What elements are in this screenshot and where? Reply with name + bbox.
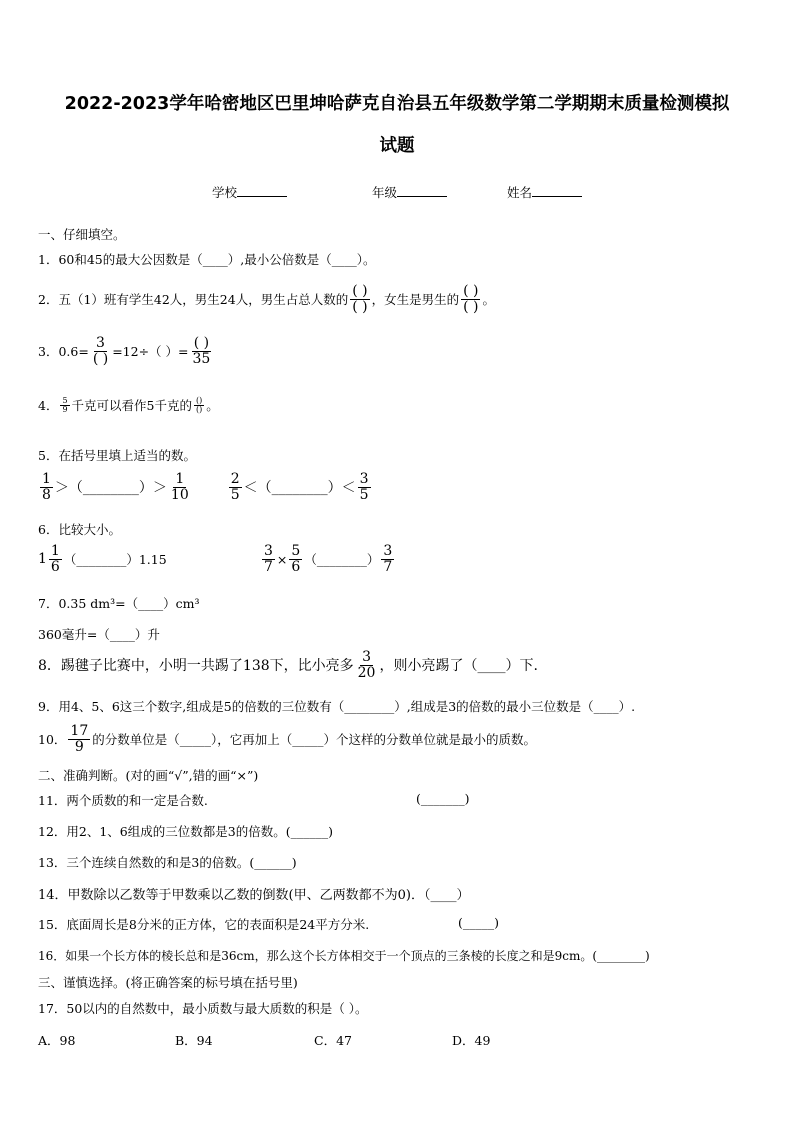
school-label: 学校 bbox=[212, 185, 238, 200]
fraction-denominator: 9 bbox=[62, 404, 68, 414]
question-1: 1．60和45的最大公因数是（____）,最小公倍数是（____）。 bbox=[38, 252, 376, 267]
fraction-denominator: 10 bbox=[170, 486, 189, 503]
question-2-fraction-2 bbox=[461, 284, 480, 314]
school-field[interactable] bbox=[212, 183, 287, 201]
name-label: 姓名 bbox=[507, 185, 533, 200]
name-blank[interactable] bbox=[532, 196, 582, 197]
question-5-fraction-b bbox=[169, 472, 191, 502]
question-17: 17．50以内的自然数中，最小质数与最大质数的积是（ ）。 bbox=[38, 1001, 368, 1016]
page-title-line-2: 试题 bbox=[379, 136, 415, 156]
fraction-denominator: 5 bbox=[230, 486, 240, 503]
question-7b: 360毫升=（____）升 bbox=[38, 627, 160, 642]
fraction-denominator: () bbox=[196, 404, 203, 414]
fraction-denominator: 7 bbox=[264, 558, 273, 575]
question-3-text-b: =12÷（ ）= bbox=[112, 344, 189, 360]
question-3 bbox=[38, 336, 214, 366]
question-5-compare-2: ＜（________）＜ bbox=[243, 480, 356, 497]
fraction-numerator: 3 bbox=[362, 649, 372, 665]
question-10 bbox=[38, 724, 536, 754]
fraction-denominator: ( ) bbox=[352, 298, 368, 315]
question-4 bbox=[38, 396, 219, 414]
fraction-numerator: ( ) bbox=[463, 283, 479, 299]
question-11-blank[interactable]: (_______) bbox=[416, 791, 470, 806]
question-6-fraction-b1 bbox=[262, 544, 275, 574]
question-6-fraction-b3 bbox=[381, 544, 394, 574]
mixed-number-whole: 1 bbox=[38, 551, 47, 568]
fraction-numerator: 3 bbox=[359, 471, 369, 487]
question-4-fraction-2 bbox=[194, 397, 204, 414]
grade-blank[interactable] bbox=[397, 196, 447, 197]
fraction-numerator: 3 bbox=[383, 543, 393, 559]
option-c[interactable]: C．47 bbox=[314, 1033, 352, 1048]
question-4-number: 4． bbox=[38, 398, 59, 413]
question-6-fraction-a bbox=[49, 544, 62, 574]
question-6-b-blank: （________） bbox=[304, 552, 380, 568]
fraction-numerator: 1 bbox=[50, 543, 60, 559]
fraction-denominator: 20 bbox=[357, 664, 376, 681]
option-d[interactable]: D．49 bbox=[452, 1033, 491, 1048]
fraction-numerator: 1 bbox=[42, 471, 51, 487]
fraction-numerator: 1 bbox=[175, 471, 185, 487]
question-2-text-a: 2．五（1）班有学生42人，男生24人，男生占总人数的 bbox=[38, 292, 349, 308]
question-9: 9．用4、5、6这三个数字,组成是5的倍数的三位数有（________）,组成是3的倍数的最小三位数是（____）. bbox=[38, 699, 636, 714]
question-5-compare-1: ＞（________）＞ bbox=[54, 480, 167, 497]
school-blank[interactable] bbox=[237, 196, 287, 197]
page-title-line-1: 2022-2023学年哈密地区巴里坤哈萨克自治县五年级数学第二学期期末质量检测模拟 bbox=[64, 94, 730, 114]
option-a[interactable]: A．98 bbox=[38, 1033, 76, 1048]
question-5: 5．在括号里填上适当的数。 bbox=[38, 448, 196, 463]
question-8-text-b: ，则小亮踢了（____）下. bbox=[379, 658, 538, 675]
fraction-denominator: 9 bbox=[74, 738, 84, 755]
question-7a: 7．0.35 dm³=（____）cm³ bbox=[38, 596, 200, 611]
question-6-a-rest: （________）1.15 bbox=[63, 552, 167, 568]
question-2-text-c: 。 bbox=[482, 292, 495, 308]
fraction-numerator: ( ) bbox=[352, 283, 368, 299]
question-6-part-a bbox=[38, 544, 167, 574]
fraction-numerator: 5 bbox=[62, 395, 68, 405]
question-5-fraction-d bbox=[358, 472, 371, 502]
grade-field[interactable] bbox=[372, 183, 447, 201]
question-4-end: 。 bbox=[206, 398, 219, 413]
fraction-numerator: 3 bbox=[264, 543, 273, 559]
fraction-numerator: 17 bbox=[70, 723, 89, 739]
fraction-denominator: 8 bbox=[42, 486, 51, 503]
section-3-heading: 三、谨慎选择。(将正确答案的标号填在括号里) bbox=[38, 975, 298, 990]
question-5-fraction-c bbox=[229, 472, 242, 502]
question-6: 6．比较大小。 bbox=[38, 522, 121, 537]
fraction-denominator: ( ) bbox=[92, 350, 109, 367]
question-14: 14．甲数除以乙数等于甲数乘以乙数的倒数(甲、乙两数都不为0)．（____） bbox=[38, 888, 470, 903]
question-4-text: 千克可以看作5千克的 bbox=[71, 398, 193, 413]
question-8 bbox=[38, 650, 538, 680]
fraction-numerator: 5 bbox=[291, 543, 301, 559]
question-3-fraction-1 bbox=[91, 336, 110, 366]
question-8-fraction bbox=[356, 650, 378, 680]
section-1-heading: 一、仔细填空。 bbox=[38, 227, 126, 242]
fraction-denominator: 6 bbox=[291, 558, 301, 575]
question-15-blank[interactable]: (_____) bbox=[458, 915, 500, 930]
question-13: 13．三个连续自然数的和是3的倍数。(______) bbox=[38, 855, 297, 870]
question-4-fraction-1 bbox=[60, 397, 69, 414]
fraction-denominator: ( ) bbox=[463, 298, 479, 315]
option-b[interactable]: B．94 bbox=[175, 1033, 213, 1048]
question-5-fraction-a bbox=[40, 472, 53, 502]
question-10-text: 的分数单位是（_____），它再加上（_____）个这样的分数单位就是最小的质数。 bbox=[92, 732, 536, 748]
question-15: 15．底面周长是8分米的正方体，它的表面积是24平方分米. bbox=[38, 917, 370, 932]
times-sign: × bbox=[276, 551, 288, 567]
question-10-number: 10． bbox=[38, 732, 67, 748]
question-11: 11．两个质数的和一定是合数. bbox=[38, 793, 208, 808]
fraction-denominator: 5 bbox=[359, 486, 369, 503]
fraction-denominator: 35 bbox=[192, 350, 211, 367]
question-10-fraction bbox=[68, 724, 90, 754]
question-6-part-b bbox=[260, 544, 396, 574]
name-field[interactable] bbox=[507, 183, 582, 201]
question-12: 12．用2、1、6组成的三位数都是3的倍数。(______) bbox=[38, 824, 333, 839]
question-8-text-a: 8．踢毽子比赛中，小明一共踢了138下，比小亮多 bbox=[38, 658, 354, 675]
fraction-numerator: 2 bbox=[230, 471, 240, 487]
section-2-heading: 二、准确判断。(对的画“√”,错的画“×”) bbox=[38, 768, 259, 783]
question-2 bbox=[38, 284, 495, 314]
fraction-numerator: () bbox=[196, 395, 203, 405]
question-6-fraction-b2 bbox=[289, 544, 302, 574]
question-16: 16．如果一个长方体的棱长总和是36cm，那么这个长方体相交于一个顶点的三条棱的长度之和是9cm。(________) bbox=[38, 949, 650, 963]
fraction-numerator: 3 bbox=[96, 335, 105, 351]
fraction-denominator: 7 bbox=[383, 558, 393, 575]
question-3-text-a: 3．0.6= bbox=[38, 344, 89, 360]
grade-label: 年级 bbox=[372, 185, 398, 200]
fraction-numerator: ( ) bbox=[193, 335, 210, 351]
question-2-fraction-1 bbox=[350, 284, 369, 314]
question-2-text-b: ，女生是男生的 bbox=[371, 292, 460, 308]
question-3-fraction-2 bbox=[191, 336, 213, 366]
question-5-row bbox=[38, 472, 373, 502]
fraction-denominator: 6 bbox=[50, 558, 60, 575]
